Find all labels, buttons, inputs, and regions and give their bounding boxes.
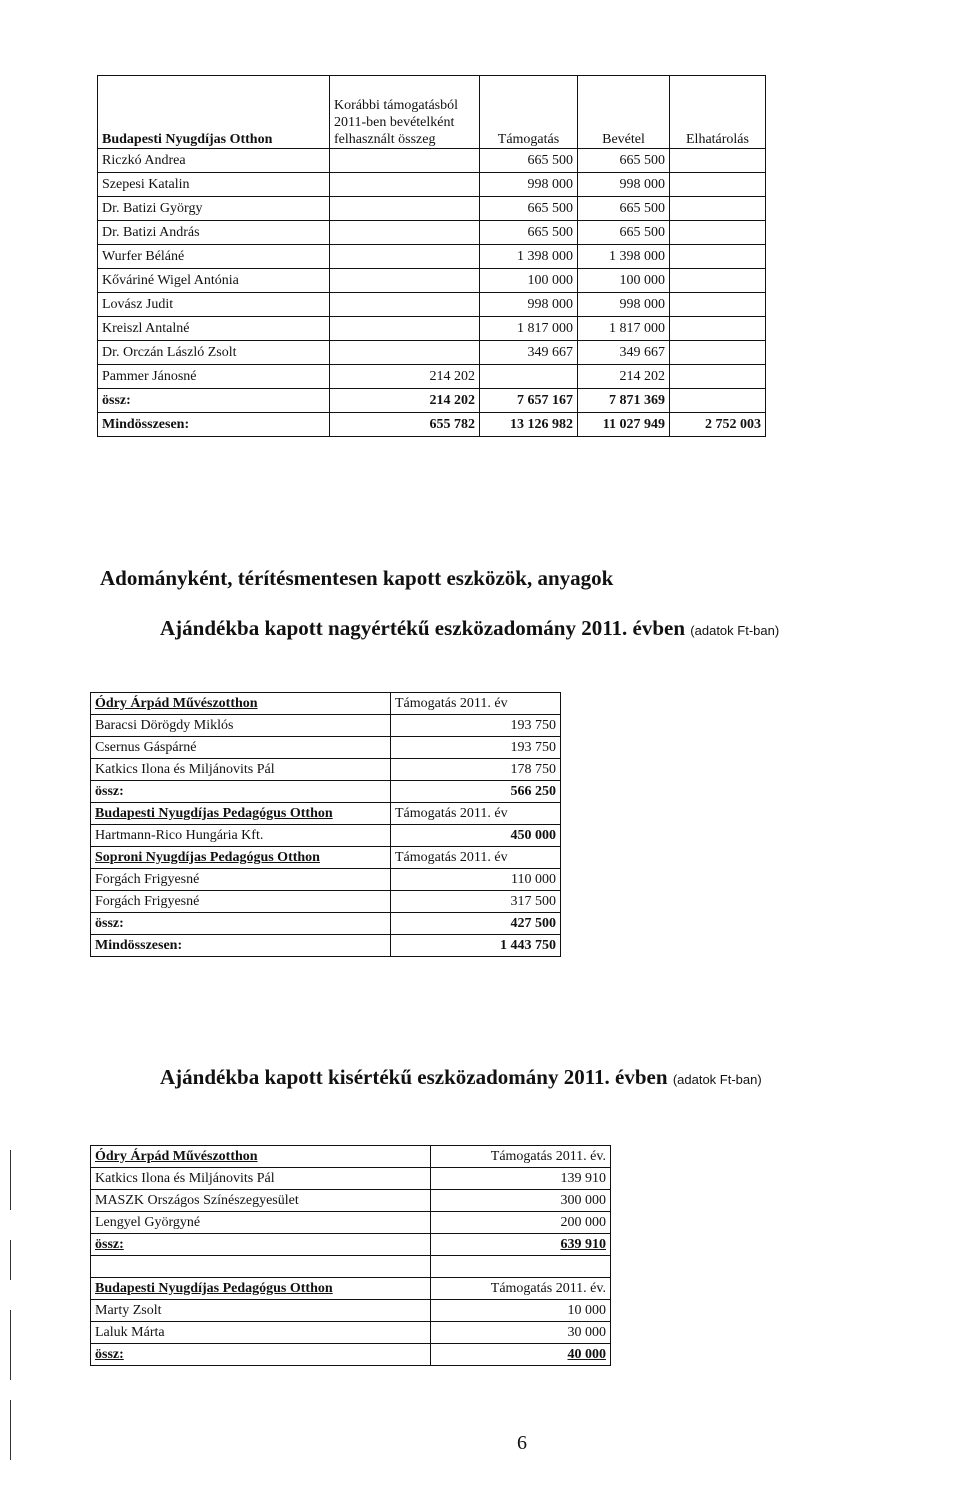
row-prev [330,317,480,341]
row-name: Kőváriné Wigel Antónia [98,269,330,293]
margin-mark [10,1150,11,1210]
row-value: 450 000 [391,825,561,847]
header-prev: Korábbi támogatásból 2011-ben bevételként felhasznált összeg [330,76,480,149]
group-header [91,847,561,869]
table-row [98,221,766,245]
table-header-row [98,76,766,149]
spacer-row [91,1256,611,1278]
row-support: 998 000 [480,293,578,317]
row-prev [330,269,480,293]
header-support: Támogatás [480,76,578,149]
sum-value: 639 910 [431,1234,611,1256]
group-header [91,803,561,825]
row-income: 214 202 [578,365,670,389]
table-row [98,365,766,389]
row-support: 665 500 [480,197,578,221]
table-row [98,149,766,173]
table-row [98,341,766,365]
row-name: Dr. Batizi György [98,197,330,221]
table-row [98,269,766,293]
group-name: Ódry Árpád Művészotthon [91,693,391,715]
row-deferral [670,245,766,269]
row-deferral [670,221,766,245]
row-value: 300 000 [431,1190,611,1212]
sum-label: össz: [91,781,391,803]
large-donation-title-text: Ajándékba kapott nagyértékű eszközadomány 2011. évben [160,616,686,640]
group-col-label: Támogatás 2011. év. [431,1146,611,1168]
row-prev [330,221,480,245]
total-prev: 655 782 [330,413,480,437]
row-value: 200 000 [431,1212,611,1234]
table-row [98,197,766,221]
row-name: Hartmann-Rico Hungária Kft. [91,825,391,847]
row-value: 139 910 [431,1168,611,1190]
margin-mark [10,1240,11,1280]
row-deferral [670,149,766,173]
row-deferral [670,197,766,221]
row-name: Szepesi Katalin [98,173,330,197]
sum-row [91,781,561,803]
total-label: Mindösszesen: [98,413,330,437]
row-name: Kreiszl Antalné [98,317,330,341]
margin-mark [10,1310,11,1380]
row-support: 100 000 [480,269,578,293]
sum-label: össz: [91,913,391,935]
row-prev: 214 202 [330,365,480,389]
row-income: 349 667 [578,341,670,365]
row-name: Dr. Batizi András [98,221,330,245]
table-row [91,1168,611,1190]
small-donation-unit: (adatok Ft-ban) [672,1072,762,1087]
sum-row [91,1344,611,1366]
row-deferral [670,341,766,365]
total-support: 13 126 982 [480,413,578,437]
row-value: 317 500 [391,891,561,913]
row-name: Katkics Ilona és Miljánovits Pál [91,759,391,781]
table-row [91,825,561,847]
group-col-label: Támogatás 2011. év [391,803,561,825]
total-value: 1 443 750 [391,935,561,957]
row-income: 665 500 [578,221,670,245]
row-name: Csernus Gáspárné [91,737,391,759]
row-name: Forgách Frigyesné [91,869,391,891]
row-name: Lovász Judit [98,293,330,317]
nyugdijas-otthon-table [97,75,766,437]
sum-value: 566 250 [391,781,561,803]
header-income: Bevétel [578,76,670,149]
group-header [91,693,561,715]
group-name: Soproni Nyugdíjas Pedagógus Otthon [91,847,391,869]
group-col-label: Támogatás 2011. év [391,693,561,715]
row-income: 100 000 [578,269,670,293]
sum-row [91,913,561,935]
subtotal-income: 7 871 369 [578,389,670,413]
row-value: 10 000 [431,1300,611,1322]
row-income: 665 500 [578,197,670,221]
group-header [91,1146,611,1168]
row-prev [330,149,480,173]
row-income: 1 817 000 [578,317,670,341]
sum-row [91,1234,611,1256]
subtotal-prev: 214 202 [330,389,480,413]
row-name: Pammer Jánosné [98,365,330,389]
group-name: Budapesti Nyugdíjas Pedagógus Otthon [91,1278,431,1300]
row-deferral [670,269,766,293]
total-label: Mindösszesen: [91,935,391,957]
row-support: 998 000 [480,173,578,197]
margin-mark [10,1400,11,1460]
group-col-label: Támogatás 2011. év. [431,1278,611,1300]
row-deferral [670,365,766,389]
total-row [91,935,561,957]
table-row [91,1190,611,1212]
subtotal-label: össz: [98,389,330,413]
table-row [91,737,561,759]
sum-value: 427 500 [391,913,561,935]
row-income: 665 500 [578,149,670,173]
row-name: Forgách Frigyesné [91,891,391,913]
row-value: 110 000 [391,869,561,891]
table-row [91,715,561,737]
page-number: 6 [517,1432,527,1454]
small-donation-table [90,1145,611,1366]
row-prev [330,197,480,221]
row-income: 1 398 000 [578,245,670,269]
table-row [98,245,766,269]
large-donation-unit: (adatok Ft-ban) [690,623,780,638]
table-row [98,173,766,197]
row-prev [330,245,480,269]
sum-value: 40 000 [431,1344,611,1366]
table-row [91,759,561,781]
row-value: 30 000 [431,1322,611,1344]
table-row [91,1300,611,1322]
row-name: Riczkó Andrea [98,149,330,173]
group-name: Budapesti Nyugdíjas Pedagógus Otthon [91,803,391,825]
row-support: 1 817 000 [480,317,578,341]
large-donation-table [90,692,561,957]
row-prev [330,341,480,365]
subtotal-row [98,389,766,413]
row-support: 1 398 000 [480,245,578,269]
row-name: Laluk Márta [91,1322,431,1344]
header-name: Budapesti Nyugdíjas Otthon [98,76,330,149]
section-title: Adományként, térítésmentesen kapott eszközök, anyagok [100,566,614,590]
group-name: Ódry Árpád Művészotthon [91,1146,431,1168]
table-row [98,293,766,317]
total-income: 11 027 949 [578,413,670,437]
row-name: Katkics Ilona és Miljánovits Pál [91,1168,431,1190]
row-income: 998 000 [578,293,670,317]
table-row [91,1322,611,1344]
header-deferral: Elhatárolás [670,76,766,149]
total-row [98,413,766,437]
row-deferral [670,317,766,341]
row-name: Marty Zsolt [91,1300,431,1322]
small-donation-title [160,1065,762,1090]
table-row [91,869,561,891]
row-name: Baracsi Dörögdy Miklós [91,715,391,737]
row-income: 998 000 [578,173,670,197]
table-row [98,317,766,341]
total-deferral: 2 752 003 [670,413,766,437]
row-deferral [670,293,766,317]
row-value: 193 750 [391,737,561,759]
row-prev [330,173,480,197]
large-donation-title [160,616,779,641]
subtotal-support: 7 657 167 [480,389,578,413]
row-support [480,365,578,389]
group-col-label: Támogatás 2011. év [391,847,561,869]
row-support: 665 500 [480,149,578,173]
row-name: Dr. Orczán László Zsolt [98,341,330,365]
row-prev [330,293,480,317]
row-support: 665 500 [480,221,578,245]
table-row [91,891,561,913]
sum-label: össz: [91,1344,431,1366]
row-name: MASZK Országos Színészegyesület [91,1190,431,1212]
row-value: 193 750 [391,715,561,737]
row-support: 349 667 [480,341,578,365]
table-row [91,1212,611,1234]
group-header [91,1278,611,1300]
subtotal-deferral [670,389,766,413]
row-name: Wurfer Béláné [98,245,330,269]
row-deferral [670,173,766,197]
small-donation-title-text: Ajándékba kapott kisértékű eszközadomány 2011. évben [160,1065,668,1089]
sum-label: össz: [91,1234,431,1256]
row-name: Lengyel Györgyné [91,1212,431,1234]
row-value: 178 750 [391,759,561,781]
